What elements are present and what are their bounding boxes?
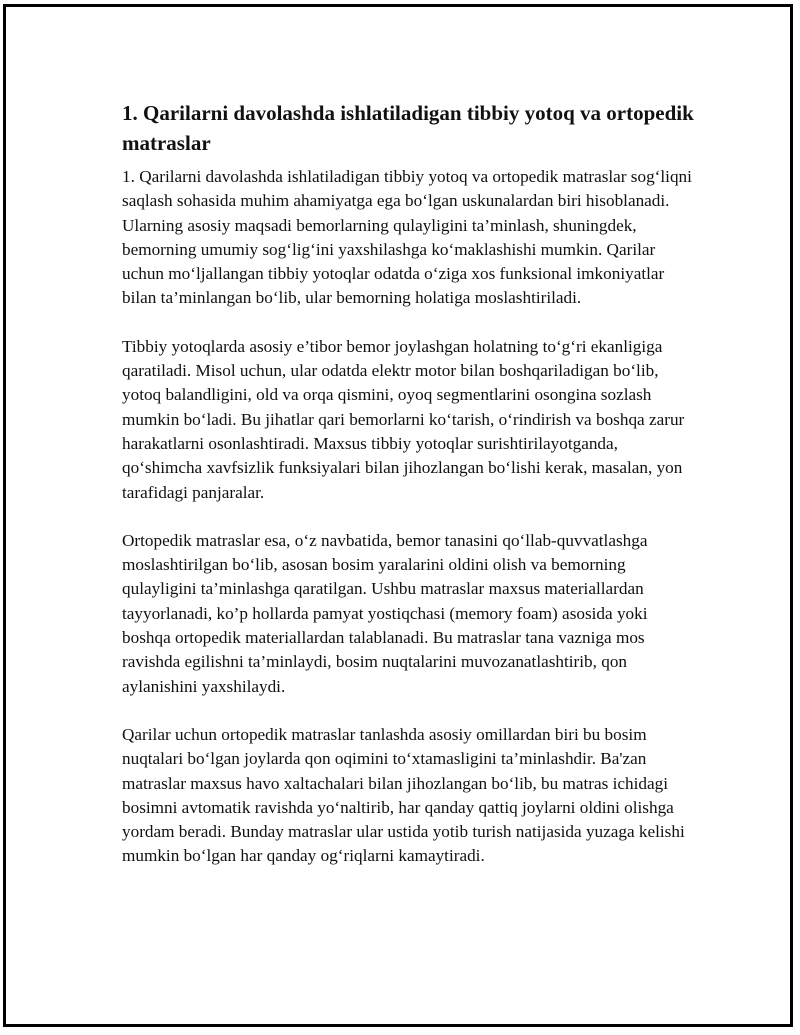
document-content bbox=[122, 98, 698, 893]
paragraph-4: Qarilar uchun ortopedik matraslar tanlashda asosiy omillardan biri bu bosim nuqtalari bo‘lgan joylarda qon oqimini to‘xtamasligini ta’minlashdir. Ba'zan matraslar maxsus havo xaltachalari bilan jihozlangan bo‘lib, bu matras ichidagi bosimni avtomatik ravishda yo‘naltirib, har qanday qattiq joylarni oldini olishga yordam beradi. Bunday matraslar ular ustida yotib turish natijasida yuzaga kelishi mumkin bo‘lgan har qanday og‘riqlarni kamaytiradi. bbox=[122, 724, 685, 866]
paragraph-3: Ortopedik matraslar esa, o‘z navbatida, bemor tanasini qo‘llab-quvvatlashga moslashtirilgan bo‘lib, asosan bosim yaralarini oldini olish va bemorning qulayligini ta’minlashga qaratilgan. Ushbu matraslar maxsus materiallardan tayyorlanadi, ko’p hollarda pamyat yostiqchasi (memory foam) asosida yoki boshqa ortopedik materiallardan talablanadi. Bu matraslar tana vazniga mos ravishda egilishni ta’minlaydi, bosim nuqtalarini muvozanatlashtirib, qon aylanishini yaxshilaydi. bbox=[122, 530, 648, 696]
paragraph-2: Tibbiy yotoqlarda asosiy e’tibor bemor joylashgan holatning to‘g‘ri ekanligiga qaratiladi. Misol uchun, ular odatda elektr motor bilan boshqariladigan bo‘lib, yotoq balandligini, old va orqa qismini, oyoq segmentlarini osongina sozlash mumkin bo‘ladi. Bu jihatlar qari bemorlarni ko‘tarish, o‘rindirish va boshqa zarur harakatlarni osonlashtiradi. Maxsus tibbiy yotoqlar surishtirilayotganda, qo‘shimcha xavfsizlik funksiyalari bilan jihozlangan bo‘lishi kerak, masalan, yon tarafidagi panjaralar. bbox=[122, 336, 685, 502]
paragraph-1: 1. Qarilarni davolashda ishlatiladigan tibbiy yotoq va ortopedik matraslar sog‘liqni saqlash sohasida muhim ahamiyatga ega bo‘lgan uskunalardan biri hisoblanadi. Ularning asosiy maqsadi bemorlarning qulayligini ta’minlash, shuningdek, bemorning umumiy sog‘lig‘ini yaxshilashga ko‘maklashishi mumkin. Qarilar uchun mo‘ljallangan tibbiy yotoqlar odatda o‘ziga xos funksional imkoniyatlar bilan ta’minlangan bo‘lib, ular bemorning holatiga moslashtiriladi. bbox=[122, 167, 692, 308]
document-title: 1. Qarilarni davolashda ishlatiladigan tibbiy yotoq va ortopedik matraslar bbox=[122, 101, 694, 155]
document-page bbox=[3, 4, 793, 1027]
